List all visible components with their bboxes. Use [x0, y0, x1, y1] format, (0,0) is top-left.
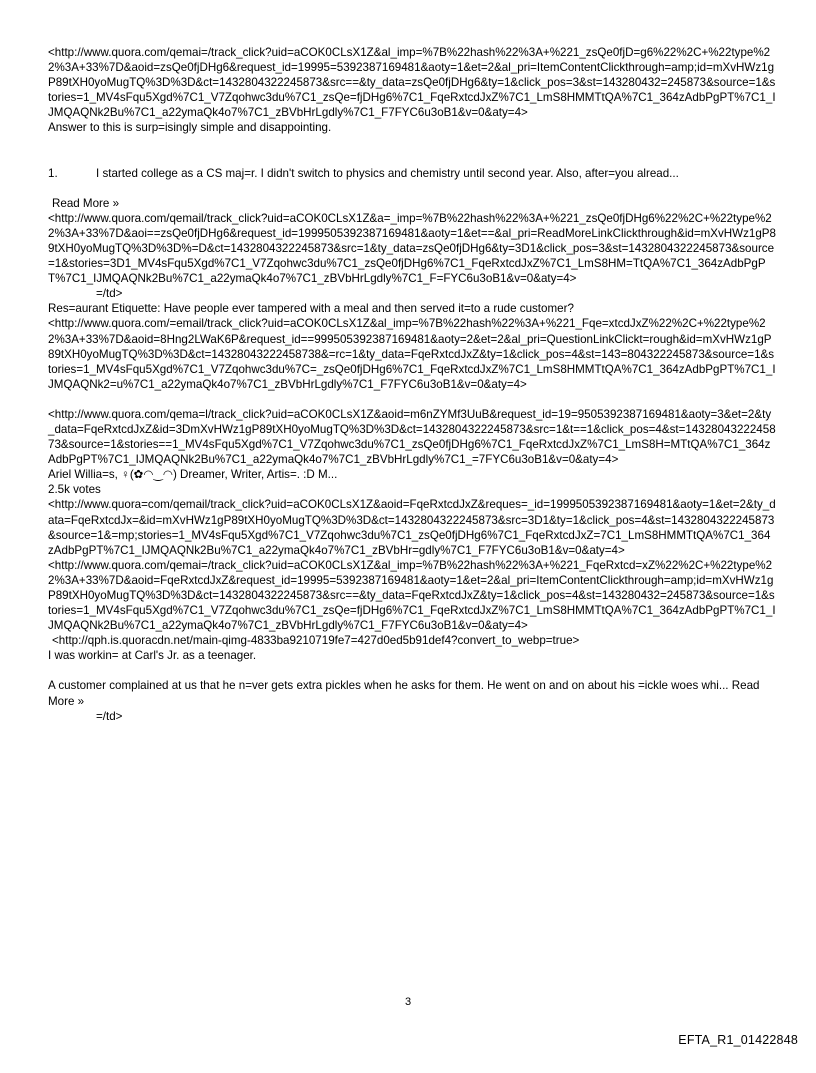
table-cell-end-marker: =/td> [96, 287, 123, 301]
tracking-url: <http://www.quora.com/qema=l/track_click?uid=aCOK0CLsX1Z&aoid=m6nZYMf3UuB&request_id=19=9505392387169481&aoty=3&et=2&ty_data=FqeRxtcdJxZ&id=3DmXvHWz1gP89tXH0yoMugTQ%3D%3D&ct=1432804322245873&src=1&t==1&click_pos=4&st=1432804322245873&source=1&stories==1_MV4sFqu5Xgd%7C1_V7Zqohwc3du%7C1_zsQe0fjDHg6%7C1_FqeRxtcdJxZ%7C1_LmS8H=MTtQA%7C1_364zAdbPgPT%7C1_IJMQAQNk2Bu%7C1_a22ymaQk4o7%7C1_zBVbHrLgdly%7C1_=7FYC6u3oB1&v=0&aty=4> [48, 407, 776, 467]
tracking-url: <http://www.quora.com/qemail/track_click?uid=aCOK0CLsX1Z&a=_imp=%7B%22hash%22%3A+%221_zsQe0fjDHg6%22%2C+%22type%22%3A+33%7D&aoi==zsQe0fjDHg6&request_id=1999505392387169481&aoty=1&et==&al_pri=ReadMoreLinkClickthrough&id=mXvHWz1gP89tXH0yoMugTQ%3D%3D%=D&ct=1432804322245873&src=1&ty_data=zsQe0fjDHg6&ty=3D1&click_pos=3&st=1432804322245873&source=1&stories=3D1_MV4sFqu5Xgd%7C1_V7Zqohwc3du%7C1_zsQe0fjDHg6%7C1_FqeRxtcdJxZ%7C1_LmS8HM=TtQA%7C1_364zAdbPgPT%7C1_IJMQAQNk2Bu%7C1_a22ymaQk4o7%7C1_zBVbHrLgdly%7C1_F=FYC6u3oB1&v=0&aty=4> [48, 211, 776, 286]
spacer [48, 136, 776, 166]
list-item [48, 166, 776, 181]
spacer [48, 181, 776, 196]
body-text: I was workin= at Carl's Jr. as a teenager. [48, 649, 257, 663]
page-number: 3 [404, 996, 412, 1008]
body-text: A customer complained at us that he n=ver gets extra pickles when he asks for them. He went on and on about his =ickle woes whi... Read More » [48, 679, 760, 708]
tracking-url: <http://www.quora.com/=email/track_click?uid=aCOK0CLsX1Z&al_imp=%7B%22hash%22%3A+%221_Fqe=xtcdJxZ%22%2C+%22type%22%3A+33%7D&aoid=8Hng2LWaK6P&request_id==999505392387169481&aoty=2&et=2&al_pri=QuestionLinkClickt=rough&id=mXvHWz1gP89tXH0yoMugTQ%3D%3D&ct=14328043222458738&=rc=1&ty_data=FqeRxtcdJxZ&ty=1&click_pos=4&st=143=804322245873&source=1&stories=1_MV4sFqu5Xgd%7C1_V7Zqohwc3du%7C=_zsQe0fjDHg6%7C1_FqeRxtcdJxZ%7C1_LmS8HMMTtQA%7C1_364zAdbPgPT%7C1_IJMQAQNk2=u%7C1_a22ymaQk4o7%7C1_zBVbHrLgdly%7C1_F7FYC6u3oB1&v=0&aty=4> [48, 317, 776, 391]
spacer [48, 392, 776, 407]
body-text: Answer to this is surp=isingly simple and disappointing. [48, 121, 332, 135]
table-cell-end-marker: =/td> [96, 709, 123, 723]
question-title: Res=aurant Etiquette: Have people ever tampered with a meal and then served it=to a rude customer? [48, 302, 574, 316]
tracking-url: <http://www.quora.com/qemai=/track_click?uid=aCOK0CLsX1Z&al_imp=%7B%22hash%22%3A+%221_zsQe0fjD=g6%22%2C+%22type%22%3A+33%7D&aoid=zsQe0fjDHg6&request_id=19995=5392387169481&aoty=1&et=2&al_pri=ItemContentClickthrough=amp;id=mXvHWz1gP89tXH0yoMugTQ%3D%3D&ct=1432804322245873&src==&ty_data=zsQe0fjDHg6&ty=1&click_pos=3&st=143280432=245873&source=1&stories=1_MV4sFqu5Xgd%7C1_V7Zqohwc3du%7C1_zsQe=fjDHg6%7C1_FqeRxtcdJxZ%7C1_LmS8HMMTtQA%7C1_364zAdbPgPT%7C1_IJMQAQNk2Bu%7C1_a22ymaQk4o7%7C1_zBVbHrLgdly%7C1_F7FYC6u3oB1&v=0&aty=4> [48, 46, 776, 120]
read-more-text: Read More » [52, 196, 120, 210]
author-line: Ariel Willia=s, ♀(✿◠‿◠) Dreamer, Writer, Artis=. :D M... [48, 468, 338, 482]
vote-count: 2.5k votes [48, 483, 101, 497]
list-text: I started college as a CS maj=r. I didn't switch to physics and chemistry until second year. Also, after=you alread... [96, 166, 679, 180]
image-url: <http://qph.is.quoracdn.net/main-qimg-4833ba9210719fe7=427d0ed5b91def4?convert_to_webp=true> [52, 634, 580, 648]
bates-stamp: EFTA_R1_01422848 [678, 1033, 798, 1047]
tracking-url: <http://www.quora.com/qemai=/track_click?uid=aCOK0CLsX1Z&al_imp=%7B%22hash%22%3A+%221_FqeRxtcd=xZ%22%2C+%22type%22%3A+33%7D&aoid=FqeRxtcdJxZ&request_id=19995=5392387169481&aoty=1&et=2&al_pri=ItemContentClickthrough=amp;id=mXvHWz1gP89tXH0yoMugTQ%3D%3D&ct=1432804322245873&src==&ty_data=FqeRxtcdJxZ&ty=1&click_pos=4&st=143280432=245873&source=1&stories=1_MV4sFqu5Xgd%7C1_V7Zqohwc3du%7C1_zsQe=fjDHg6%7C1_FqeRxtcdJxZ%7C1_LmS8HMMTtQA%7C1_364zAdbPgPT%7C1_IJMQAQNk2Bu%7C1_a22ymaQk4o7%7C1_zBVbHrLgdly%7C1_F7FYC6u3oB1&v=0&aty=4> [48, 558, 776, 633]
list-number: 1. [48, 166, 58, 180]
tracking-url: <http://www.quora=com/qemail/track_click?uid=aCOK0CLsX1Z&aoid=FqeRxtcdJxZ&reques=_id=1999505392387169481&aoty=1&et=2&ty_data=FqeRxtcdJx=&id=mXvHWz1gP89tXH0yoMugTQ%3D%3D&ct=1432804322245873&src=3D1&ty=1&click_pos=4&st=1432804322245873&source=1&=mp;stories=1_MV4sFqu5Xgd%7C1_V7Zqohwc3du%7C1_zsQe0fjDHg6%7C1_FqeRxtcdJxZ=7C1_LmS8HMMTtQA%7C1_364zAdbPgPT%7C1_IJMQAQNk2Bu%7C1_a22ymaQk4o7%7C1_zBVbHr=gdly%7C1_F7FYC6u3oB1&v=0&aty=4> [48, 498, 776, 557]
email-body [48, 45, 776, 724]
spacer [48, 663, 776, 678]
